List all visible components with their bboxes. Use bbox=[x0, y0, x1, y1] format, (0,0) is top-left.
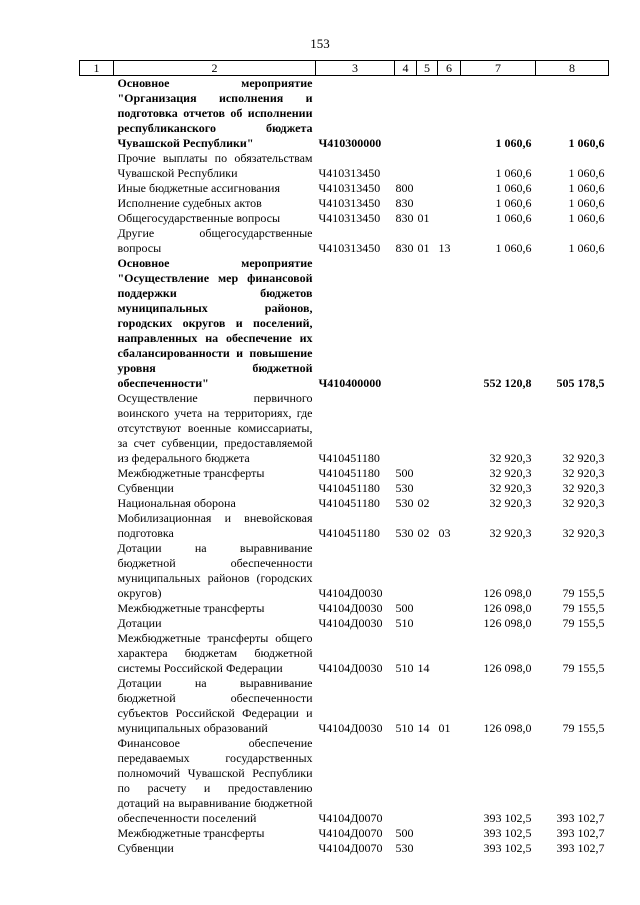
expense-type-cell: 500 bbox=[395, 466, 414, 480]
amount-year2-cell: 393 102,7 bbox=[556, 811, 605, 825]
amount-year1-cell: 1 060,6 bbox=[495, 181, 532, 195]
header-col-4: 4 bbox=[395, 61, 417, 76]
amount-year1-cell: 32 920,3 bbox=[489, 481, 532, 495]
item-name-cell: Иные бюджетные ассигнования bbox=[117, 181, 280, 195]
section-cell bbox=[417, 151, 438, 181]
header-col-8: 8 bbox=[536, 61, 609, 76]
amount-year2-cell: 32 920,3 bbox=[562, 451, 605, 465]
amount-year1-cell: 32 920,3 bbox=[489, 526, 532, 540]
row-number-cell bbox=[80, 256, 114, 391]
amount-year2-cell: 1 060,6 bbox=[568, 196, 605, 210]
table-row bbox=[80, 481, 609, 496]
item-name-cell: Субвенции bbox=[117, 841, 174, 855]
section-cell bbox=[417, 76, 438, 152]
target-code-cell: Ч4104Д0030 bbox=[318, 601, 383, 615]
expense-type-cell: 530 bbox=[395, 481, 414, 495]
row-number-cell bbox=[80, 481, 114, 496]
amount-year1-cell: 32 920,3 bbox=[489, 451, 532, 465]
amount-year1-cell: 1 060,6 bbox=[495, 166, 532, 180]
amount-year2-cell: 1 060,6 bbox=[568, 211, 605, 225]
target-code-cell: Ч410313450 bbox=[318, 211, 381, 225]
amount-year1-cell: 1 060,6 bbox=[495, 211, 532, 225]
header-col-6: 6 bbox=[438, 61, 461, 76]
table-row bbox=[80, 601, 609, 616]
row-number-cell bbox=[80, 631, 114, 676]
item-name-cell: Дотации на выравнивание бюджетной обеспеченности муниципальных районов (городских округов) bbox=[117, 541, 313, 600]
section-cell bbox=[417, 736, 438, 826]
expense-type-cell: 500 bbox=[395, 601, 414, 615]
row-number-cell bbox=[80, 196, 114, 211]
item-name-cell: Основное мероприятие "Осуществление мер финансовой поддержки бюджетов муниципальных районов, городских округов и поселений, направленных на обеспечение их сбалансированности и повышение уровня бюджетной обеспеченности" bbox=[117, 256, 313, 390]
table-row bbox=[80, 211, 609, 226]
expense-type-cell: 830 bbox=[395, 211, 414, 225]
amount-year2-cell: 79 155,5 bbox=[562, 601, 605, 615]
section-cell bbox=[417, 196, 438, 211]
amount-year2-cell: 1 060,6 bbox=[568, 166, 605, 180]
table-row bbox=[80, 541, 609, 601]
table-row bbox=[80, 676, 609, 736]
amount-year2-cell: 1 060,6 bbox=[568, 181, 605, 195]
section-cell bbox=[417, 466, 438, 481]
header-row bbox=[80, 61, 609, 76]
subsection-cell: 03 bbox=[438, 526, 451, 540]
expense-type-cell: 530 bbox=[395, 841, 414, 855]
amount-year2-cell: 32 920,3 bbox=[562, 496, 605, 510]
section-cell: 01 bbox=[417, 241, 430, 255]
item-name-cell: Дотации bbox=[117, 616, 162, 630]
target-code-cell: Ч4104Д0030 bbox=[318, 721, 383, 735]
amount-year1-cell: 32 920,3 bbox=[489, 496, 532, 510]
table-row bbox=[80, 826, 609, 841]
header-col-2: 2 bbox=[114, 61, 316, 76]
amount-year2-cell: 393 102,7 bbox=[556, 826, 605, 840]
target-code-cell: Ч410313450 bbox=[318, 181, 381, 195]
amount-year1-cell: 1 060,6 bbox=[495, 136, 532, 150]
target-code-cell: Ч4104Д0070 bbox=[318, 841, 383, 855]
amount-year2-cell: 79 155,5 bbox=[562, 661, 605, 675]
subsection-cell bbox=[438, 151, 461, 181]
subsection-cell bbox=[438, 466, 461, 481]
amount-year1-cell: 126 098,0 bbox=[483, 661, 532, 675]
expense-type-cell bbox=[395, 541, 417, 601]
table-row bbox=[80, 76, 609, 152]
table-row bbox=[80, 496, 609, 511]
section-cell bbox=[417, 481, 438, 496]
table-row bbox=[80, 841, 609, 856]
row-number-cell bbox=[80, 541, 114, 601]
amount-year2-cell: 32 920,3 bbox=[562, 481, 605, 495]
section-cell bbox=[417, 541, 438, 601]
expense-type-cell: 830 bbox=[395, 196, 414, 210]
subsection-cell bbox=[438, 196, 461, 211]
target-code-cell: Ч4104Д0030 bbox=[318, 661, 383, 675]
subsection-cell bbox=[438, 616, 461, 631]
table-row bbox=[80, 196, 609, 211]
table-row bbox=[80, 736, 609, 826]
row-number-cell bbox=[80, 736, 114, 826]
expense-type-cell: 530 bbox=[395, 496, 414, 510]
page-number: 153 bbox=[310, 36, 330, 51]
amount-year2-cell: 393 102,7 bbox=[556, 841, 605, 855]
item-name-cell: Другие общегосударственные вопросы bbox=[117, 226, 313, 255]
section-cell: 14 bbox=[417, 721, 430, 735]
target-code-cell: Ч410451180 bbox=[318, 466, 380, 480]
subsection-cell: 01 bbox=[438, 721, 451, 735]
row-number-cell bbox=[80, 496, 114, 511]
row-number-cell bbox=[80, 601, 114, 616]
section-cell: 02 bbox=[417, 526, 430, 540]
target-code-cell: Ч410451180 bbox=[318, 496, 380, 510]
target-code-cell: Ч410313450 bbox=[318, 241, 381, 255]
target-code-cell: Ч410300000 bbox=[318, 136, 382, 150]
subsection-cell: 13 bbox=[438, 241, 451, 255]
expense-type-cell: 500 bbox=[395, 826, 414, 840]
subsection-cell bbox=[438, 481, 461, 496]
row-number-cell bbox=[80, 151, 114, 181]
subsection-cell bbox=[438, 826, 461, 841]
subsection-cell bbox=[438, 391, 461, 466]
target-code-cell: Ч4104Д0070 bbox=[318, 826, 383, 840]
item-name-cell: Субвенции bbox=[117, 481, 174, 495]
target-code-cell: Ч410313450 bbox=[318, 196, 381, 210]
row-number-cell bbox=[80, 841, 114, 856]
table-row bbox=[80, 466, 609, 481]
table-row bbox=[80, 631, 609, 676]
amount-year1-cell: 393 102,5 bbox=[483, 841, 532, 855]
section-cell bbox=[417, 616, 438, 631]
amount-year2-cell: 79 155,5 bbox=[562, 616, 605, 630]
amount-year1-cell: 126 098,0 bbox=[483, 616, 532, 630]
amount-year2-cell: 32 920,3 bbox=[562, 466, 605, 480]
item-name-cell: Мобилизационная и вневойсковая подготовка bbox=[117, 511, 313, 540]
item-name-cell: Межбюджетные трансферты bbox=[117, 826, 265, 840]
row-number-cell bbox=[80, 181, 114, 196]
expense-type-cell: 530 bbox=[395, 526, 414, 540]
amount-year1-cell: 393 102,5 bbox=[483, 811, 532, 825]
target-code-cell: Ч410451180 bbox=[318, 526, 380, 540]
subsection-cell bbox=[438, 736, 461, 826]
expense-type-cell: 830 bbox=[395, 241, 414, 255]
subsection-cell bbox=[438, 76, 461, 152]
amount-year2-cell: 79 155,5 bbox=[562, 721, 605, 735]
header-col-3: 3 bbox=[316, 61, 395, 76]
amount-year2-cell: 32 920,3 bbox=[562, 526, 605, 540]
expense-type-cell bbox=[395, 736, 417, 826]
item-name-cell: Исполнение судебных актов bbox=[117, 196, 262, 210]
amount-year2-cell: 1 060,6 bbox=[568, 241, 605, 255]
item-name-cell: Общегосударственные вопросы bbox=[117, 211, 281, 225]
budget-table bbox=[79, 60, 609, 856]
subsection-cell bbox=[438, 631, 461, 676]
amount-year1-cell: 32 920,3 bbox=[489, 466, 532, 480]
row-number-cell bbox=[80, 211, 114, 226]
amount-year2-cell: 79 155,5 bbox=[562, 586, 605, 600]
subsection-cell bbox=[438, 541, 461, 601]
amount-year1-cell: 552 120,8 bbox=[483, 376, 532, 390]
section-cell: 02 bbox=[417, 496, 430, 510]
table-row bbox=[80, 511, 609, 541]
expense-type-cell: 510 bbox=[395, 721, 414, 735]
table-row bbox=[80, 181, 609, 196]
subsection-cell bbox=[438, 841, 461, 856]
header-col-5: 5 bbox=[417, 61, 438, 76]
table-row bbox=[80, 256, 609, 391]
item-name-cell: Основное мероприятие "Организация исполнения и подготовка отчетов об исполнении республиканского бюджета Чувашской Республики" bbox=[117, 76, 313, 150]
subsection-cell bbox=[438, 601, 461, 616]
target-code-cell: Ч410451180 bbox=[318, 451, 380, 465]
expense-type-cell bbox=[395, 151, 417, 181]
section-cell bbox=[417, 601, 438, 616]
table-row bbox=[80, 226, 609, 256]
target-code-cell: Ч410400000 bbox=[318, 376, 382, 390]
amount-year2-cell: 505 178,5 bbox=[556, 376, 605, 390]
section-cell: 01 bbox=[417, 211, 430, 225]
amount-year1-cell: 126 098,0 bbox=[483, 721, 532, 735]
target-code-cell: Ч4104Д0030 bbox=[318, 616, 383, 630]
row-number-cell bbox=[80, 76, 114, 152]
amount-year2-cell: 1 060,6 bbox=[568, 136, 605, 150]
subsection-cell bbox=[438, 211, 461, 226]
item-name-cell: Осуществление первичного воинского учета на территориях, где отсутствуют военные комиссариаты, за счет субвенции, предоставляемой из федерального бюджета bbox=[117, 391, 313, 465]
item-name-cell: Межбюджетные трансферты bbox=[117, 466, 265, 480]
target-code-cell: Ч4104Д0070 bbox=[318, 811, 383, 825]
target-code-cell: Ч410451180 bbox=[318, 481, 380, 495]
row-number-cell bbox=[80, 391, 114, 466]
subsection-cell bbox=[438, 256, 461, 391]
table-row bbox=[80, 616, 609, 631]
item-name-cell: Межбюджетные трансферты bbox=[117, 601, 265, 615]
item-name-cell: Финансовое обеспечение передаваемых государственных полномочий Чувашской Республики по расчету и предоставлению дотаций на выравнивание бюджетной обеспеченности поселений bbox=[117, 736, 313, 825]
section-cell bbox=[417, 256, 438, 391]
amount-year1-cell: 1 060,6 bbox=[495, 241, 532, 255]
table-row bbox=[80, 151, 609, 181]
item-name-cell: Национальная оборона bbox=[117, 496, 236, 510]
expense-type-cell: 800 bbox=[395, 181, 414, 195]
expense-type-cell: 510 bbox=[395, 661, 414, 675]
header-col-7: 7 bbox=[461, 61, 536, 76]
section-cell bbox=[417, 181, 438, 196]
section-cell bbox=[417, 826, 438, 841]
section-cell bbox=[417, 841, 438, 856]
row-number-cell bbox=[80, 511, 114, 541]
section-cell: 14 bbox=[417, 661, 430, 675]
row-number-cell bbox=[80, 616, 114, 631]
subsection-cell bbox=[438, 496, 461, 511]
row-number-cell bbox=[80, 466, 114, 481]
amount-year1-cell: 126 098,0 bbox=[483, 601, 532, 615]
amount-year1-cell: 126 098,0 bbox=[483, 586, 532, 600]
subsection-cell bbox=[438, 181, 461, 196]
header-col-1: 1 bbox=[80, 61, 114, 76]
item-name-cell: Прочие выплаты по обязательствам Чувашской Республики bbox=[117, 151, 313, 180]
amount-year1-cell: 393 102,5 bbox=[483, 826, 532, 840]
row-number-cell bbox=[80, 826, 114, 841]
row-number-cell bbox=[80, 676, 114, 736]
item-name-cell: Межбюджетные трансферты общего характера бюджетам бюджетной системы Российской Федерации bbox=[117, 631, 313, 675]
amount-year1-cell: 1 060,6 bbox=[495, 196, 532, 210]
expense-type-cell bbox=[395, 391, 417, 466]
row-number-cell bbox=[80, 226, 114, 256]
section-cell bbox=[417, 391, 438, 466]
item-name-cell: Дотации на выравнивание бюджетной обеспеченности субъектов Российской Федерации и муниципальных образований bbox=[117, 676, 313, 735]
target-code-cell: Ч4104Д0030 bbox=[318, 586, 383, 600]
expense-type-cell bbox=[395, 256, 417, 391]
expense-type-cell: 510 bbox=[395, 616, 414, 630]
table-row bbox=[80, 391, 609, 466]
target-code-cell: Ч410313450 bbox=[318, 166, 381, 180]
expense-type-cell bbox=[395, 76, 417, 152]
